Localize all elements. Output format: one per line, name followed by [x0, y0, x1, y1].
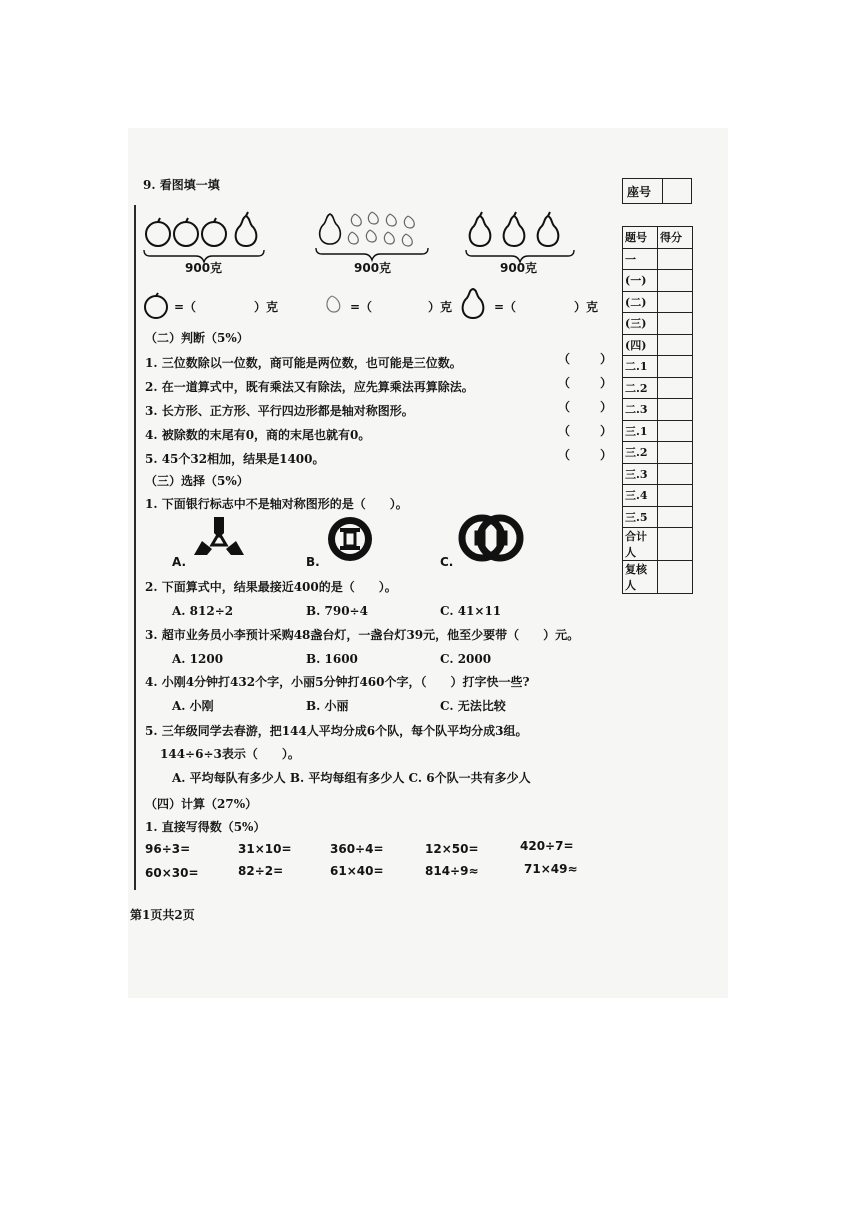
judge-item-3: 3. 长方形、正方形、平行四边形都是轴对称图形。 — [145, 404, 414, 418]
row-label: 复核人 — [623, 561, 658, 594]
answer-paren-close-5[interactable]: ） — [600, 448, 613, 462]
choice-q1: 1. 下面银行标志中不是轴对称图形的是（ ）。 — [145, 497, 408, 511]
calc-item: 814÷9≈ — [425, 864, 479, 878]
calc-item: 96÷3= — [145, 842, 191, 856]
pear-icon — [470, 212, 559, 246]
row-label: 二.3 — [623, 399, 658, 421]
row-label: 二.2 — [623, 377, 658, 399]
score-table — [622, 226, 693, 594]
row-label: 三.1 — [623, 420, 658, 442]
apple-icon — [146, 212, 256, 246]
row-label: 一 — [623, 248, 658, 270]
eq2-open: =（ — [350, 300, 373, 314]
judge-item-2: 2. 在一道算式中，既有乘法又有除法，应先算乘法再算除法。 — [145, 380, 474, 394]
q2-option-a[interactable]: A. 812÷2 — [172, 604, 234, 618]
score-cell[interactable] — [658, 528, 693, 561]
answer-paren-open-3[interactable]: （ — [558, 400, 571, 414]
row-label: 三.3 — [623, 463, 658, 485]
score-cell[interactable] — [658, 334, 693, 356]
weight-label-1: 900克 — [185, 261, 223, 275]
score-cell[interactable] — [658, 463, 693, 485]
seat-input[interactable] — [662, 179, 663, 203]
score-cell[interactable] — [658, 485, 693, 507]
score-cell[interactable] — [658, 270, 693, 292]
row-label: 合计人 — [623, 528, 658, 561]
bank-logo-b-icon — [325, 514, 375, 564]
score-cell[interactable] — [658, 561, 693, 594]
q5-options[interactable]: A. 平均每队有多少人 B. 平均每组有多少人 C. 6个队一共有多少人 — [172, 771, 531, 785]
choice-q2: 2. 下面算式中，结果最接近400的是（ ）。 — [145, 580, 397, 594]
option-a[interactable]: A. — [172, 555, 187, 569]
bank-logo-a-icon — [190, 515, 246, 567]
answer-paren-close-3[interactable]: ） — [600, 400, 613, 414]
eq2-close[interactable]: ）克 — [428, 300, 453, 314]
eq1-close[interactable]: ）克 — [254, 300, 279, 314]
option-c[interactable]: C. — [440, 555, 454, 569]
judge-item-4: 4. 被除数的末尾有0，商的末尾也就有0。 — [145, 428, 371, 442]
header-score: 得分 — [658, 227, 693, 249]
calc-item: 71×49≈ — [524, 862, 578, 876]
row-label: 三.4 — [623, 485, 658, 507]
score-cell[interactable] — [658, 356, 693, 378]
row-label: 三.2 — [623, 442, 658, 464]
strawberry-icon — [322, 290, 344, 316]
q4-option-c[interactable]: C. 无法比较 — [440, 699, 506, 713]
q2-option-c[interactable]: C. 41×11 — [440, 604, 502, 618]
answer-paren-open-2[interactable]: （ — [558, 376, 571, 390]
row-label: 三.5 — [623, 506, 658, 528]
seat-number-box — [622, 178, 692, 204]
choice-heading: （三）选择（5%） — [145, 474, 249, 488]
calc-item: 31×10= — [238, 842, 292, 856]
score-cell[interactable] — [658, 291, 693, 313]
calc-item: 12×50= — [425, 842, 479, 856]
q9-title: 9. 看图填一填 — [143, 178, 220, 192]
answer-paren-close-2[interactable]: ） — [600, 376, 613, 390]
score-cell[interactable] — [658, 506, 693, 528]
brace-icon — [144, 248, 574, 262]
answer-paren-open-5[interactable]: （ — [558, 448, 571, 462]
seat-label: 座号 — [627, 185, 652, 199]
score-cell[interactable] — [658, 377, 693, 399]
binding-line — [134, 205, 136, 890]
eq3-close[interactable]: ）克 — [574, 300, 599, 314]
bank-logo-c-icon — [458, 512, 524, 564]
page-footer: 第1页共2页 — [130, 908, 195, 922]
q3-option-b[interactable]: B. 1600 — [306, 652, 358, 666]
answer-paren-close-1[interactable]: ） — [600, 352, 613, 366]
calc-item: 360÷4= — [330, 842, 384, 856]
calc-item: 60×30= — [145, 866, 199, 880]
pear-and-strawberry-icon — [320, 212, 415, 246]
weight-label-2: 900克 — [354, 261, 392, 275]
pear-icon — [458, 288, 488, 320]
choice-q3: 3. 超市业务员小李预计采购48盏台灯，一盏台灯39元，他至少要带（ ）元。 — [145, 628, 580, 642]
judge-item-5: 5. 45个32相加，结果是1400。 — [145, 452, 325, 466]
eq3-open: =（ — [494, 300, 517, 314]
weight-label-3: 900克 — [500, 261, 538, 275]
header-question-no: 题号 — [623, 227, 658, 249]
score-cell[interactable] — [658, 313, 693, 335]
answer-paren-open-4[interactable]: （ — [558, 424, 571, 438]
choice-q5-line2: 144÷6÷3表示（ ）。 — [160, 747, 300, 761]
q3-option-c[interactable]: C. 2000 — [440, 652, 492, 666]
calc-item: 420÷7= — [520, 839, 574, 853]
apple-icon — [143, 292, 169, 320]
q3-option-a[interactable]: A. 1200 — [172, 652, 224, 666]
q2-option-b[interactable]: B. 790÷4 — [306, 604, 368, 618]
row-label: (二) — [623, 291, 658, 313]
calc-heading: （四）计算（27%） — [145, 797, 258, 811]
q4-option-a[interactable]: A. 小刚 — [172, 699, 214, 713]
score-cell[interactable] — [658, 399, 693, 421]
row-label: (一) — [623, 270, 658, 292]
row-label: (四) — [623, 334, 658, 356]
judge-heading: （二）判断（5%） — [145, 331, 249, 345]
score-cell[interactable] — [658, 442, 693, 464]
answer-paren-close-4[interactable]: ） — [600, 424, 613, 438]
option-b[interactable]: B. — [306, 555, 320, 569]
calc-item: 82÷2= — [238, 864, 284, 878]
score-cell[interactable] — [658, 248, 693, 270]
judge-item-1: 1. 三位数除以一位数，商可能是两位数，也可能是三位数。 — [145, 356, 462, 370]
choice-q4: 4. 小刚4分钟打432个字，小丽5分钟打460个字，（ ）打字快一些? — [145, 675, 530, 689]
row-label: (三) — [623, 313, 658, 335]
answer-paren-open-1[interactable]: （ — [558, 352, 571, 366]
q4-option-b[interactable]: B. 小丽 — [306, 699, 349, 713]
score-cell[interactable] — [658, 420, 693, 442]
row-label: 二.1 — [623, 356, 658, 378]
calc-sub-heading: 1. 直接写得数（5%） — [145, 820, 266, 834]
calc-item: 61×40= — [330, 864, 384, 878]
choice-q5-line1: 5. 三年级同学去春游，把144人平均分成6个队，每个队平均分成3组。 — [145, 724, 528, 738]
eq1-open: =（ — [174, 300, 197, 314]
